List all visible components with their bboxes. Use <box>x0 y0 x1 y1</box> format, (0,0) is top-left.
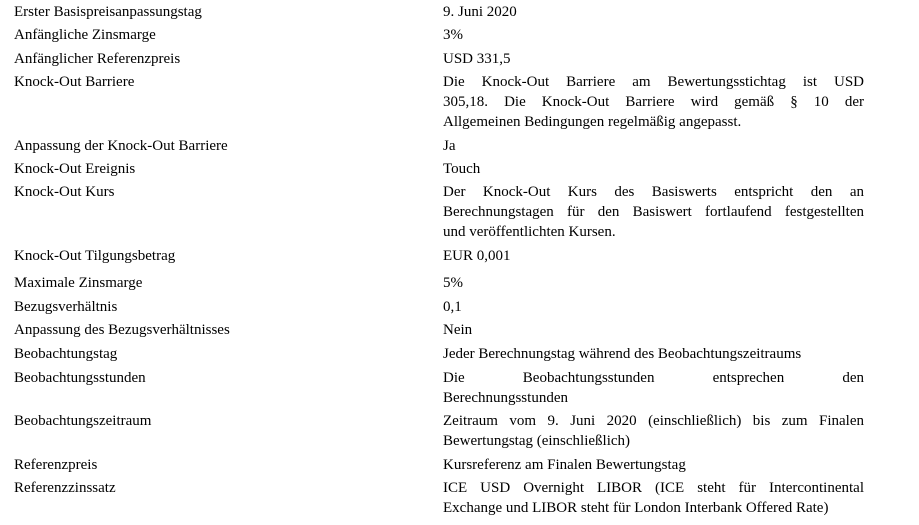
term-value <box>443 411 864 451</box>
term-value <box>443 273 864 293</box>
term-value <box>443 320 864 340</box>
term-label: Beobachtungsstunden <box>14 370 146 386</box>
value-line: Touch <box>443 161 481 177</box>
term-label: Knock-Out Kurs <box>14 184 115 200</box>
term-label: Beobachtungstag <box>14 346 118 362</box>
term-label: Beobachtungszeitraum <box>14 413 152 429</box>
value-line: Die Knock-Out Barriere am Bewertungsstichtag ist USD <box>443 74 864 90</box>
term-value <box>443 455 864 475</box>
term-value <box>443 368 864 408</box>
term-value <box>443 297 864 317</box>
term-label: Erster Basispreisanpassungstag <box>14 4 202 20</box>
term-label: Anfängliche Zinsmarge <box>14 27 156 43</box>
term-value <box>443 478 864 518</box>
value-line: Die Beobachtungsstunden entsprechen den <box>443 370 864 386</box>
value-line: Exchange und LIBOR steht für London Interbank Offered Rate) <box>443 500 829 516</box>
value-line: Berechnungsstunden <box>443 390 568 406</box>
value-line: 305,18. Die Knock-Out Barriere wird gemäß § 10 der <box>443 94 864 110</box>
term-value <box>443 159 864 179</box>
term-label: Referenzpreis <box>14 457 98 473</box>
value-line: Bewertungstag (einschließlich) <box>443 433 631 449</box>
value-line: 9. Juni 2020 <box>443 4 517 20</box>
term-label: Knock-Out Ereignis <box>14 161 136 177</box>
value-line: Zeitraum vom 9. Juni 2020 (einschließlich) bis zum Finalen <box>443 413 864 429</box>
term-value <box>443 136 864 156</box>
value-line: Kursreferenz am Finalen Bewertungstag <box>443 457 686 473</box>
term-value <box>443 246 864 266</box>
value-line: und veröffentlichten Kursen. <box>443 224 616 240</box>
term-value <box>443 49 864 69</box>
value-line: 5% <box>443 275 463 291</box>
value-line: USD 331,5 <box>443 51 511 67</box>
term-value <box>443 2 864 22</box>
value-line: Allgemeinen Bedingungen regelmäßig angepasst. <box>443 114 742 130</box>
term-value <box>443 344 864 364</box>
term-value <box>443 25 864 45</box>
value-line: EUR 0,001 <box>443 248 511 264</box>
term-label: Referenzzinssatz <box>14 480 116 496</box>
term-label: Anfänglicher Referenzpreis <box>14 51 181 67</box>
term-label: Maximale Zinsmarge <box>14 275 143 291</box>
term-value <box>443 182 864 242</box>
value-line: Berechnungstagen für den Basiswert fortlaufend festgestellten <box>443 204 864 220</box>
term-value <box>443 72 864 132</box>
value-line: Jeder Berechnungstag während des Beobachtungszeitraums <box>443 346 802 362</box>
value-line: Ja <box>443 138 456 154</box>
term-label: Knock-Out Barriere <box>14 74 135 90</box>
value-line: Der Knock-Out Kurs des Basiswerts entspricht den an <box>443 184 864 200</box>
term-label: Anpassung der Knock-Out Barriere <box>14 138 228 154</box>
term-label: Anpassung des Bezugsverhältnisses <box>14 322 230 338</box>
value-line: ICE USD Overnight LIBOR (ICE steht für Intercontinental <box>443 480 864 496</box>
term-label: Bezugsverhältnis <box>14 299 118 315</box>
value-line: 0,1 <box>443 299 462 315</box>
term-label: Knock-Out Tilgungsbetrag <box>14 248 176 264</box>
value-line: Nein <box>443 322 473 338</box>
value-line: 3% <box>443 27 463 43</box>
